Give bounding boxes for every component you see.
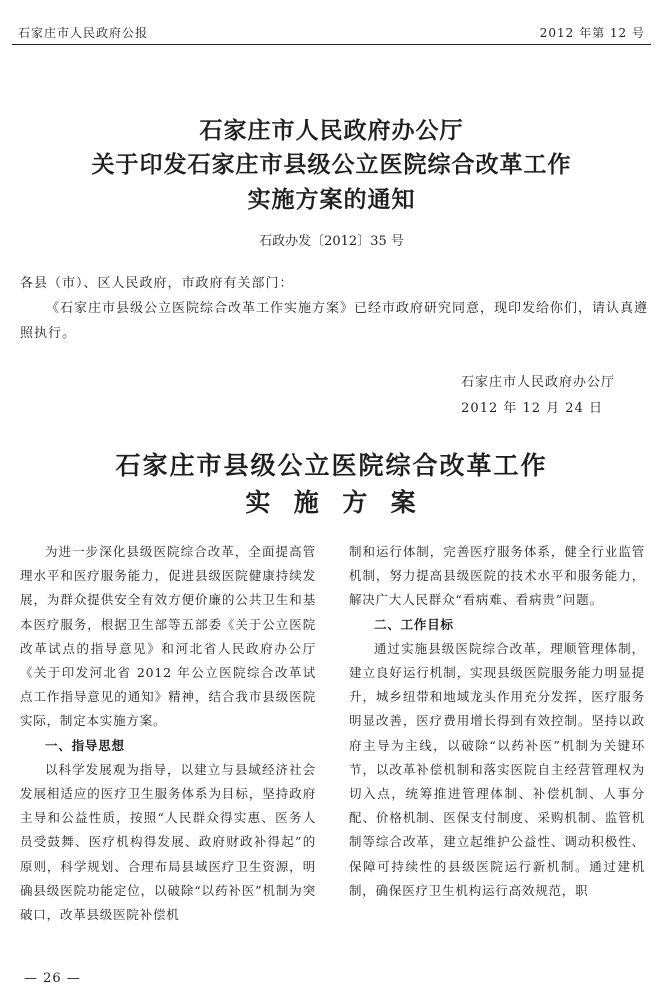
notice-signer: 石家庄市人民政府办公厅: [460, 375, 615, 390]
header-divider: [12, 44, 651, 45]
plan-continuation-paragraph: 制和运行体制，完善医疗服务体系，健全行业监管机制，努力提高县级医院的技术水平和服务能力，解决广大人民群众“看病难、看病贵”问题。: [349, 544, 645, 608]
plan-title-line-1: 石家庄市县级公立医院综合改革工作: [115, 451, 548, 480]
running-header-issue: 2012 年第 12 号: [539, 26, 645, 40]
notice-body: 《石家庄市县级公立医院综合改革工作实施方案》已经市政府研究同意，现印发给你们，请认真遵照执行。: [20, 301, 649, 341]
document-number: 石政办发〔2012〕35 号: [259, 234, 404, 249]
section-work-goals-text: 通过实施县级医院综合改革，理顺管理体制，建立良好运行机制，实现县级医院服务能力明显提升，城乡纽带和地域龙头作用充分发挥，医疗服务明显改善，医疗费用增长得到有效控制。坚持以政府主导为主线，以破除“以药补医”机制为关键环节，以改革补偿机制和落实医院自主经营管理权为切入点，统筹推进管理体制、补偿机制、人事分配、价格机制、医保支付制度、采购机制、监管机制等综合改革，建立起维护公益性、调动积极性、保障可持续性的县级医院运行新机制。通过建机制，确保医疗卫生机构运行高效规范，职: [349, 640, 645, 898]
plan-left-column: [20, 540, 316, 927]
page-number: — 26 —: [24, 971, 81, 986]
plan-right-column: [349, 540, 645, 903]
notice-title-line-1: 石家庄市人民政府办公厅: [199, 117, 464, 144]
notice-title-line-2: 关于印发石家庄市县级公立医院综合改革工作: [91, 151, 572, 178]
notice-title-line-3: 实施方案的通知: [247, 186, 416, 213]
section-guiding-ideology-text: 以科学发展观为指导，以建立与县域经济社会发展相适应的医疗卫生服务体系为目标，坚持政府主导和公益性质，按照“人民群众得实惠、医务人员受鼓舞、医疗机构得发展、政府财政补得起”的原则，科学规划、合理布局县域医疗卫生资源，明确县级医院功能定位，以破除“以药补医”机制为突破口，改革县级医院补偿机: [20, 761, 316, 923]
plan-title-line-2: 实 施 方 案: [245, 488, 418, 517]
notice-salutation: 各县（市）、区人民政府，市政府有关部门：: [20, 276, 294, 291]
notice-date: 2012 年 12 月 24 日: [461, 401, 603, 416]
section-heading-work-goals: 二、工作目标: [374, 616, 454, 632]
running-header-publication: 石家庄市人民政府公报: [18, 26, 149, 40]
plan-intro-paragraph: 为进一步深化县级医院综合改革，全面提高管理水平和医疗服务能力，促进县级医院健康持续发展，为群众提供安全有效方便价廉的公共卫生和基本医疗服务，根据卫生部等五部委《关于公立医院改革试点的指导意见》和河北省人民政府办公厅《关于印发河北省 2012 年公立医院综合改革试点工作指导意见的通知》精神，结合我市县级医院实际，制定本实施方案。: [20, 544, 316, 729]
section-heading-guiding-ideology: 一、指导思想: [45, 737, 125, 753]
